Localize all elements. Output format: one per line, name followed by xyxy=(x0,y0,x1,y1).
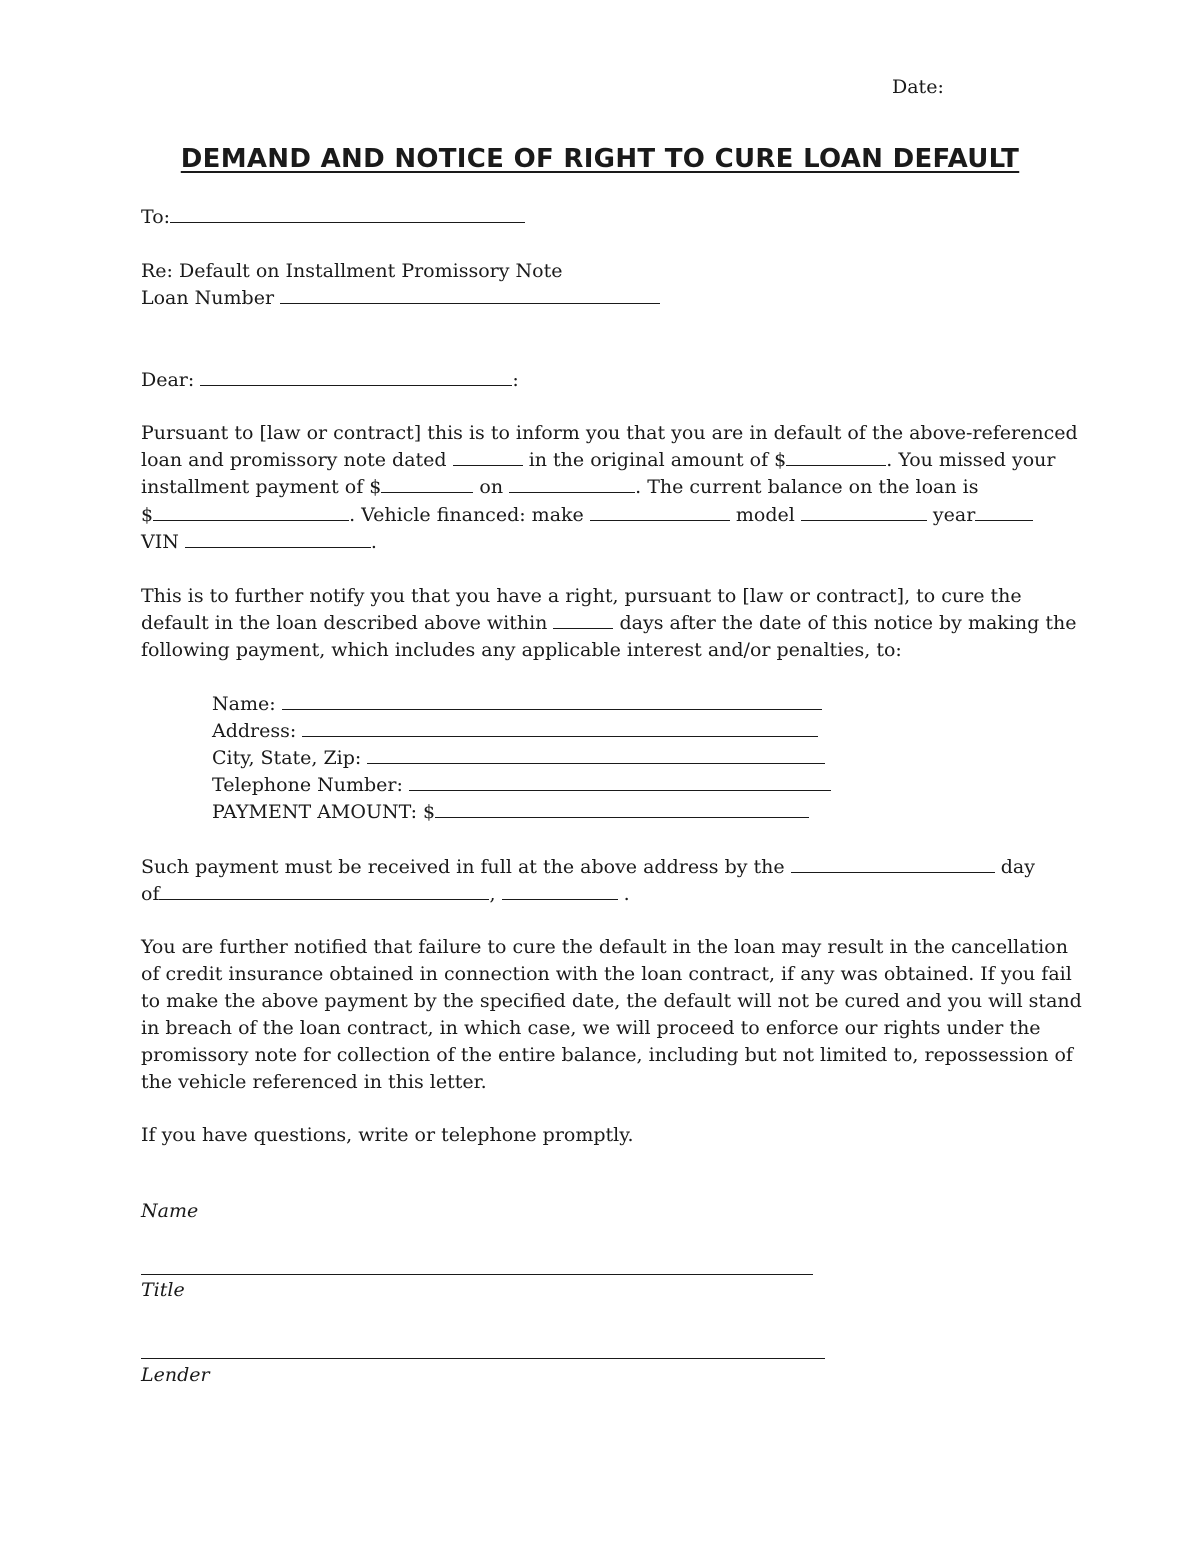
signature-lender-label: Lender xyxy=(141,1364,210,1386)
deadline-text: Such payment must be received in full at the above address by the xyxy=(141,856,785,878)
para1-line2 xyxy=(141,447,1055,474)
payee-city-blank[interactable] xyxy=(367,746,825,764)
signature-title-line[interactable] xyxy=(141,1274,813,1275)
para1-text: model xyxy=(735,504,795,526)
cure-days-blank[interactable] xyxy=(553,611,613,629)
para1-text: $ xyxy=(141,504,154,526)
closing-line: If you have questions, write or telephone promptly. xyxy=(141,1124,634,1146)
note-date-blank[interactable] xyxy=(453,448,523,466)
date-label: Date: xyxy=(892,76,944,98)
para3-line3: to make the above payment by the specified date, the default will not be cured and you will stand xyxy=(141,990,1082,1012)
signature-lender-line[interactable] xyxy=(141,1358,825,1359)
para3-line5: promissory note for collection of the entire balance, including but not limited to, repossession of xyxy=(141,1044,1073,1066)
dear-line xyxy=(141,367,519,394)
deadline-day-blank[interactable] xyxy=(791,855,995,873)
document-title: DEMAND AND NOTICE OF RIGHT TO CURE LOAN DEFAULT xyxy=(180,144,1020,174)
payee-name-blank[interactable] xyxy=(282,692,822,710)
para2-line2 xyxy=(141,610,1076,637)
payee-address-field xyxy=(212,718,818,745)
original-amount-blank[interactable] xyxy=(786,448,886,466)
para2-text: default in the loan described above within xyxy=(141,612,548,634)
to-line xyxy=(141,204,525,231)
dear-colon: : xyxy=(512,369,519,391)
para1-text: VIN xyxy=(141,531,179,553)
payee-city-field xyxy=(212,745,825,772)
para1-text: . The current balance on the loan is xyxy=(635,476,979,498)
para1-text: loan and promissory note dated xyxy=(141,449,447,471)
para3-line4: in breach of the loan contract, in which case, we will proceed to enforce our rights under the xyxy=(141,1017,1041,1039)
signature-name-label: Name xyxy=(141,1200,199,1222)
deadline-line1 xyxy=(141,854,1035,881)
para2-line3: following payment, which includes any applicable interest and/or penalties, to: xyxy=(141,639,902,661)
deadline-text: . xyxy=(623,883,630,905)
payee-telephone-field xyxy=(212,772,831,799)
para2-line1 xyxy=(141,583,1057,610)
vehicle-make-blank[interactable] xyxy=(590,503,730,521)
loan-number-blank[interactable] xyxy=(280,286,660,304)
deadline-text: , xyxy=(489,883,496,905)
payee-address-label: Address: xyxy=(212,720,297,742)
para1-line3 xyxy=(141,474,979,501)
missed-date-blank[interactable] xyxy=(509,475,635,493)
para1-line5 xyxy=(141,529,377,556)
payee-telephone-label: Telephone Number: xyxy=(212,774,403,796)
para1-text: . Vehicle financed: make xyxy=(349,504,584,526)
para3-line1: You are further notified that failure to cure the default in the loan may result in the cancellation xyxy=(141,936,1068,958)
payee-name-label: Name: xyxy=(212,693,276,715)
payee-address-blank[interactable] xyxy=(302,719,818,737)
para2-text: days after the date of this notice by making the xyxy=(619,612,1077,634)
para3-line2: of credit insurance obtained in connection with the loan contract, if any was obtained. If you fail xyxy=(141,963,1072,985)
deadline-text: day xyxy=(1000,856,1035,878)
signature-title-label: Title xyxy=(141,1279,185,1301)
para1-text: in the original amount of $ xyxy=(528,449,787,471)
para1-text: . You missed your xyxy=(886,449,1056,471)
payee-name-field xyxy=(212,691,822,718)
para1-text: . xyxy=(370,531,377,553)
para1-line1: Pursuant to [law or contract] this is to inform you that you are in default of the above-referenced xyxy=(141,422,1078,444)
para1-text: installment payment of $ xyxy=(141,476,382,498)
re-line: Re: Default on Installment Promissory Note xyxy=(141,260,563,282)
to-label: To: xyxy=(141,206,171,228)
payment-amount-field xyxy=(212,799,809,826)
deadline-month-blank[interactable] xyxy=(159,882,489,900)
vehicle-year-blank[interactable] xyxy=(975,503,1033,521)
vin-blank[interactable] xyxy=(185,530,371,548)
payee-telephone-blank[interactable] xyxy=(409,773,831,791)
payment-amount-blank[interactable] xyxy=(435,800,809,818)
loan-number-label: Loan Number xyxy=(141,287,275,309)
payment-amount-label: PAYMENT AMOUNT: $ xyxy=(212,801,436,823)
para1-text: on xyxy=(479,476,504,498)
deadline-text: of xyxy=(141,883,160,905)
to-blank[interactable] xyxy=(170,205,525,223)
para3-line6: the vehicle referenced in this letter. xyxy=(141,1071,487,1093)
vehicle-model-blank[interactable] xyxy=(801,503,927,521)
payee-city-label: City, State, Zip: xyxy=(212,747,362,769)
para1-text: year xyxy=(932,504,976,526)
deadline-year-blank[interactable] xyxy=(502,882,618,900)
loan-number-line xyxy=(141,285,660,312)
para1-line4 xyxy=(141,502,1033,529)
dear-label: Dear: xyxy=(141,369,195,391)
installment-amount-blank[interactable] xyxy=(381,475,473,493)
para2-text: This is to further notify you that you have a right, pursuant to [law or contract], to cure the xyxy=(141,585,1022,607)
deadline-line2 xyxy=(141,881,630,908)
current-balance-blank[interactable] xyxy=(153,503,349,521)
dear-blank[interactable] xyxy=(200,368,512,386)
